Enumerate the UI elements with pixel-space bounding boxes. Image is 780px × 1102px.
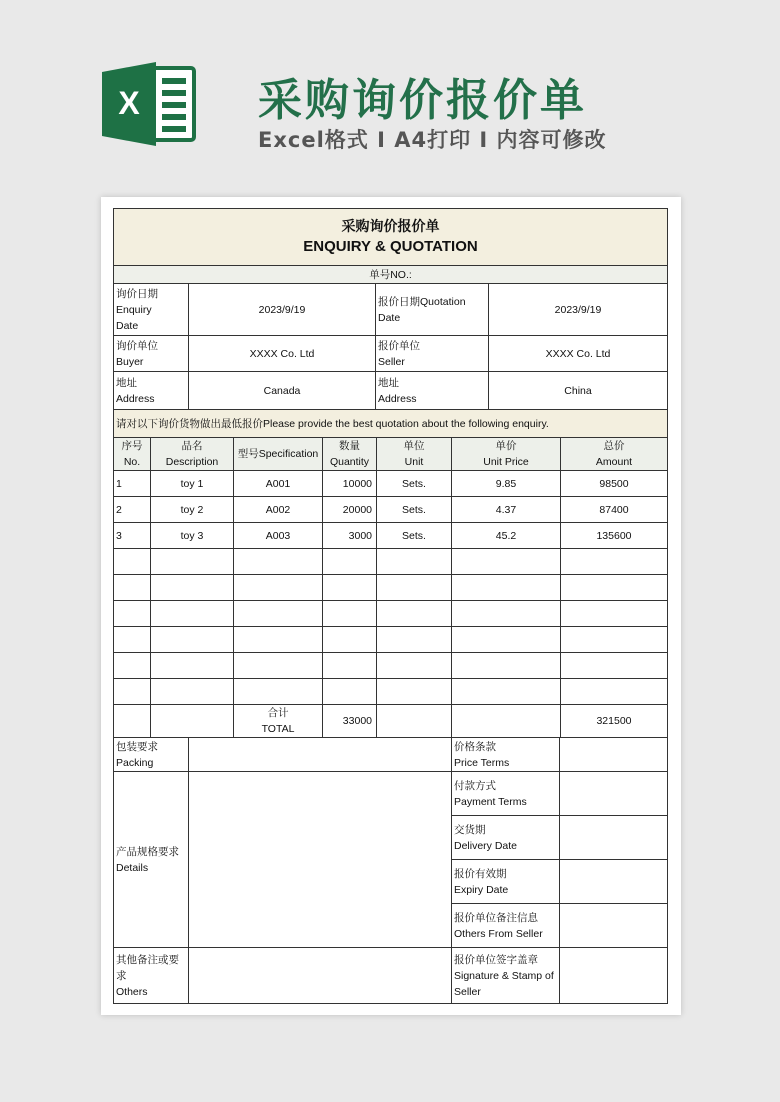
payment-terms-label: 付款方式 Payment Terms <box>452 772 560 816</box>
col-description-header: 品名 Description <box>151 438 234 471</box>
delivery-date-value[interactable] <box>560 816 668 860</box>
delivery-date-label: 交货期 Delivery Date <box>452 816 560 860</box>
signature-label: 报价单位签字盖章 Signature & Stamp of Seller <box>452 948 560 1004</box>
item-specification[interactable]: A001 <box>234 471 323 497</box>
col-specification-header: 型号Specification <box>234 438 323 471</box>
expiry-date-label: 报价有效期 Expiry Date <box>452 860 560 904</box>
page-title: 采购询价报价单 <box>258 75 587 126</box>
enquiry-date-value[interactable]: 2023/9/19 <box>189 284 376 336</box>
total-quantity[interactable]: 33000 <box>323 705 377 738</box>
page-subtitle: Excel格式 I A4打印 I 内容可修改 <box>258 128 607 152</box>
document-paper <box>101 197 681 1015</box>
price-terms-value[interactable] <box>560 738 668 772</box>
page-header <box>0 0 780 180</box>
total-row <box>114 705 668 738</box>
price-terms-label: 价格条款 Price Terms <box>452 738 560 772</box>
item-specification[interactable]: A003 <box>234 523 323 549</box>
empty-row <box>114 549 668 575</box>
col-unit-header: 单位 Unit <box>377 438 452 471</box>
item-amount[interactable]: 87400 <box>561 497 668 523</box>
item-quantity[interactable]: 10000 <box>323 471 377 497</box>
sheet-title-en: ENQUIRY & QUOTATION <box>303 238 478 255</box>
item-unit[interactable]: Sets. <box>377 471 452 497</box>
item-description[interactable]: toy 2 <box>151 497 234 523</box>
others-from-seller-value[interactable] <box>560 904 668 948</box>
buyer-value[interactable]: XXXX Co. Ltd <box>189 336 376 372</box>
packing-label: 包装要求 Packing <box>114 738 189 772</box>
item-quantity[interactable]: 3000 <box>323 523 377 549</box>
others-value[interactable] <box>189 948 452 1004</box>
item-amount[interactable]: 135600 <box>561 523 668 549</box>
seller-address-value[interactable]: China <box>489 372 668 410</box>
enquiry-date-label: 询价日期Enquiry Date <box>114 284 189 336</box>
details-label: 产品规格要求 Details <box>114 772 189 948</box>
terms-table <box>113 737 668 1004</box>
empty-row <box>114 601 668 627</box>
col-quantity-header: 数量 Quantity <box>323 438 377 471</box>
table-row <box>114 523 668 549</box>
col-no-header: 序号 No. <box>114 438 151 471</box>
item-description[interactable]: toy 3 <box>151 523 234 549</box>
total-label: 合计 TOTAL <box>234 705 323 738</box>
table-row <box>114 497 668 523</box>
item-unit-price[interactable]: 9.85 <box>452 471 561 497</box>
buyer-address-value[interactable]: Canada <box>189 372 376 410</box>
empty-row <box>114 653 668 679</box>
bill-number[interactable]: 单号NO.: <box>114 266 668 284</box>
buyer-label: 询价单位 Buyer <box>114 336 189 372</box>
empty-row <box>114 575 668 601</box>
excel-icon <box>100 58 198 148</box>
item-unit[interactable]: Sets. <box>377 497 452 523</box>
payment-terms-value[interactable] <box>560 772 668 816</box>
seller-value[interactable]: XXXX Co. Ltd <box>489 336 668 372</box>
quotation-date-label: 报价日期Quotation Date <box>376 284 489 336</box>
others-from-seller-label: 报价单位备注信息 Others From Seller <box>452 904 560 948</box>
item-no[interactable]: 3 <box>114 523 151 549</box>
table-row <box>114 471 668 497</box>
expiry-date-value[interactable] <box>560 860 668 904</box>
item-unit[interactable]: Sets. <box>377 523 452 549</box>
items-table <box>113 437 668 738</box>
header-table <box>113 208 668 438</box>
svg-text:X: X <box>118 85 140 121</box>
item-no[interactable]: 1 <box>114 471 151 497</box>
empty-row <box>114 627 668 653</box>
quotation-sheet <box>113 208 667 1004</box>
column-headers <box>114 438 668 471</box>
enquiry-note: 请对以下询价货物做出最低报价Please provide the best quotation about the following enquiry. <box>114 410 668 438</box>
total-amount[interactable]: 321500 <box>561 705 668 738</box>
item-quantity[interactable]: 20000 <box>323 497 377 523</box>
sheet-title <box>114 209 668 266</box>
seller-label: 报价单位 Seller <box>376 336 489 372</box>
packing-value[interactable] <box>189 738 452 772</box>
item-description[interactable]: toy 1 <box>151 471 234 497</box>
item-unit-price[interactable]: 45.2 <box>452 523 561 549</box>
buyer-address-label: 地址 Address <box>114 372 189 410</box>
item-amount[interactable]: 98500 <box>561 471 668 497</box>
col-unit-price-header: 单价 Unit Price <box>452 438 561 471</box>
col-amount-header: 总价 Amount <box>561 438 668 471</box>
item-no[interactable]: 2 <box>114 497 151 523</box>
others-label: 其他备注或要求 Others <box>114 948 189 1004</box>
details-value[interactable] <box>189 772 452 948</box>
sheet-title-cn: 采购询价报价单 <box>341 218 440 234</box>
empty-row <box>114 679 668 705</box>
item-specification[interactable]: A002 <box>234 497 323 523</box>
signature-value[interactable] <box>560 948 668 1004</box>
item-unit-price[interactable]: 4.37 <box>452 497 561 523</box>
quotation-date-value[interactable]: 2023/9/19 <box>489 284 668 336</box>
seller-address-label: 地址 Address <box>376 372 489 410</box>
